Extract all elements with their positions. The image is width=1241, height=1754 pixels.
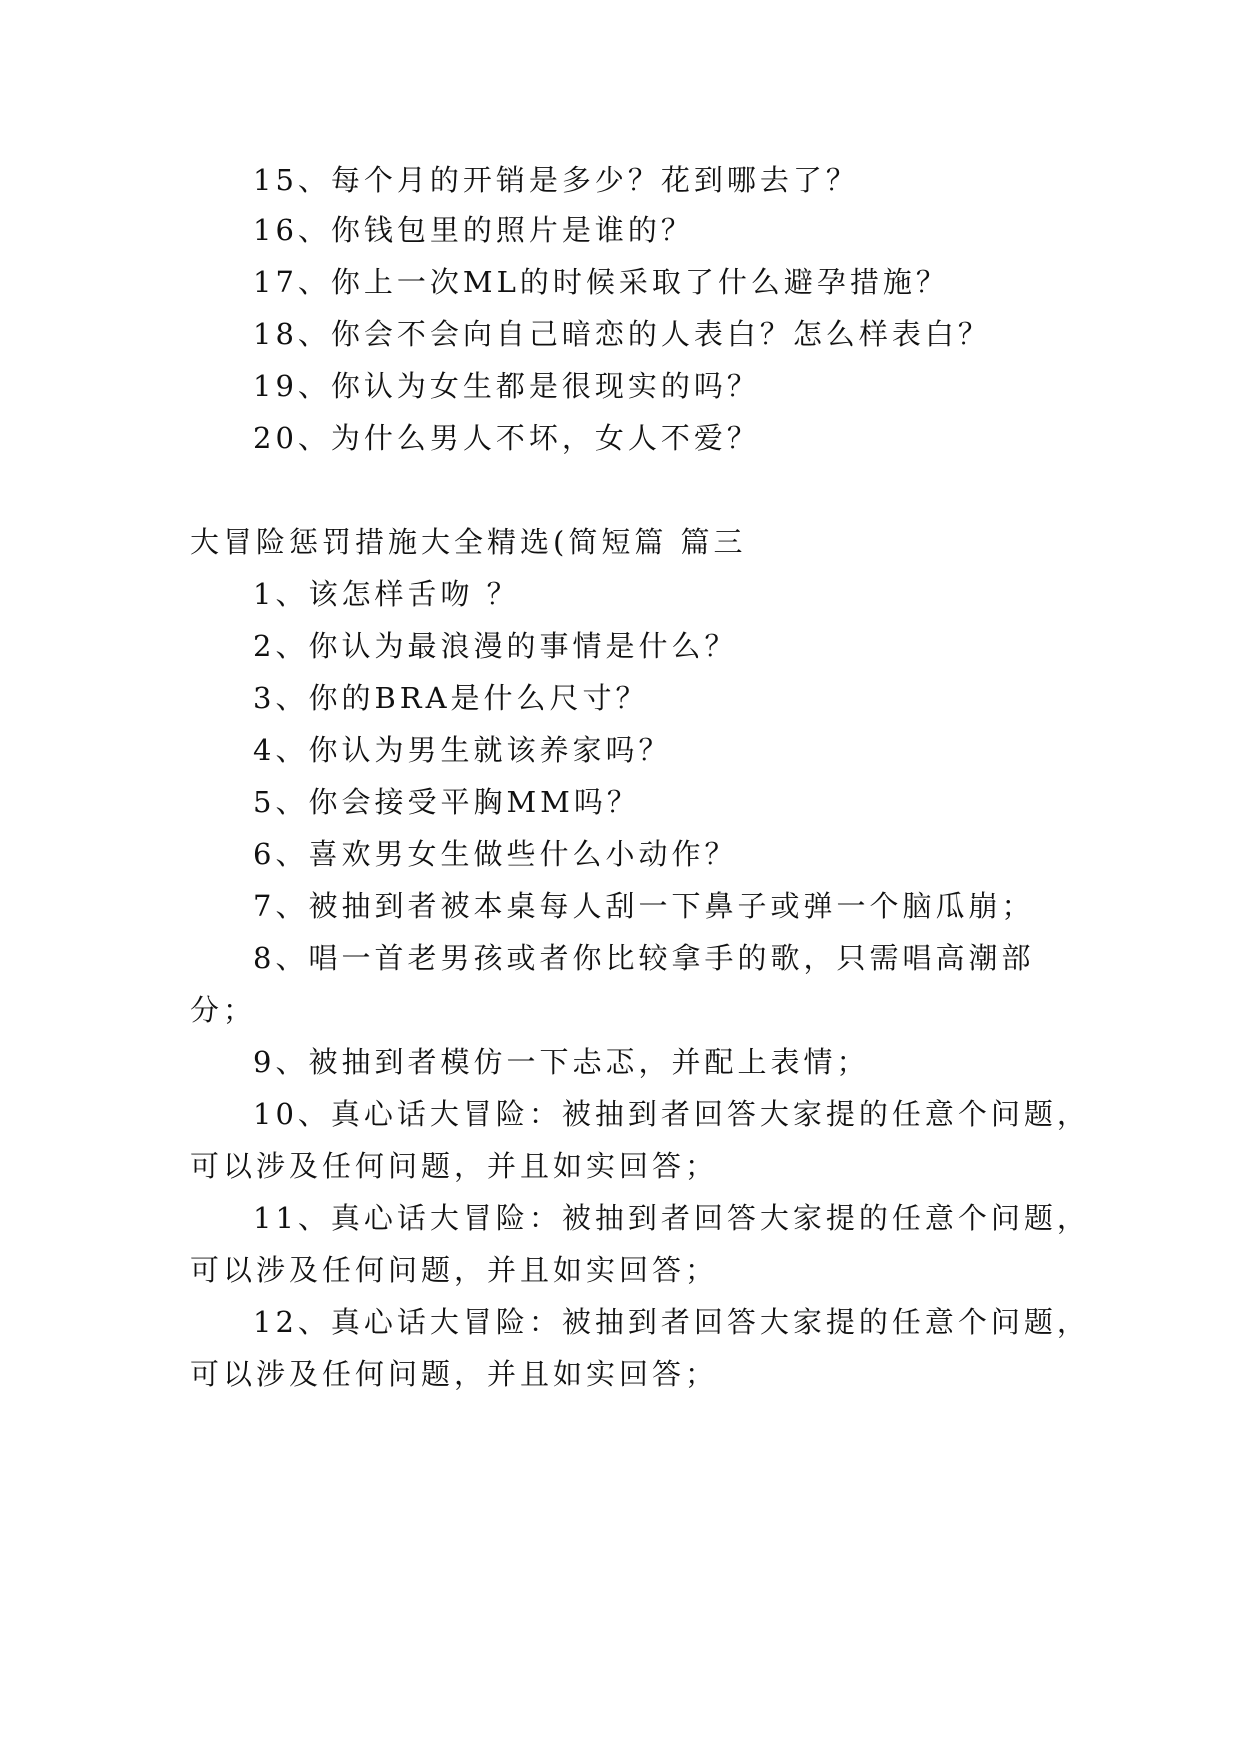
list-item: 9、被抽到者模仿一下忐忑，并配上表情；	[253, 1045, 870, 1079]
section-heading: 大冒险惩罚措施大全精选(简短篇 篇三	[190, 525, 747, 559]
list-item-continuation: 可以涉及任何问题，并且如实回答；	[190, 1253, 719, 1287]
list-item: 1、该怎样舌吻 ？	[253, 577, 520, 611]
list-item: 12、真心话大冒险：被抽到者回答大家提的任意个问题，	[253, 1305, 1090, 1339]
question-item: 15、每个月的开销是多少？花到哪去了？	[253, 163, 859, 197]
list-item: 3、你的BRA是什么尺寸？	[253, 681, 649, 715]
list-item: 5、你会接受平胸MM吗？	[253, 785, 640, 819]
question-item: 18、你会不会向自己暗恋的人表白？怎么样表白？	[253, 317, 991, 351]
question-item: 17、你上一次ML的时候采取了什么避孕措施？	[253, 265, 949, 299]
list-item-continuation: 可以涉及任何问题，并且如实回答；	[190, 1149, 719, 1183]
list-item: 10、真心话大冒险：被抽到者回答大家提的任意个问题，	[253, 1097, 1090, 1131]
list-item: 6、喜欢男女生做些什么小动作？	[253, 837, 738, 871]
question-item: 16、你钱包里的照片是谁的？	[253, 213, 694, 247]
question-item: 20、为什么男人不坏，女人不爱？	[253, 421, 760, 455]
question-item: 19、你认为女生都是很现实的吗？	[253, 369, 760, 403]
list-item: 8、唱一首老男孩或者你比较拿手的歌，只需唱高潮部	[253, 941, 1035, 975]
list-item: 4、你认为男生就该养家吗？	[253, 733, 672, 767]
list-item-continuation: 分；	[190, 993, 257, 1027]
list-item-continuation: 可以涉及任何问题，并且如实回答；	[190, 1357, 719, 1391]
list-item: 11、真心话大冒险：被抽到者回答大家提的任意个问题，	[253, 1201, 1090, 1235]
list-item: 7、被抽到者被本桌每人刮一下鼻子或弹一个脑瓜崩；	[253, 889, 1035, 923]
list-item: 2、你认为最浪漫的事情是什么？	[253, 629, 738, 663]
